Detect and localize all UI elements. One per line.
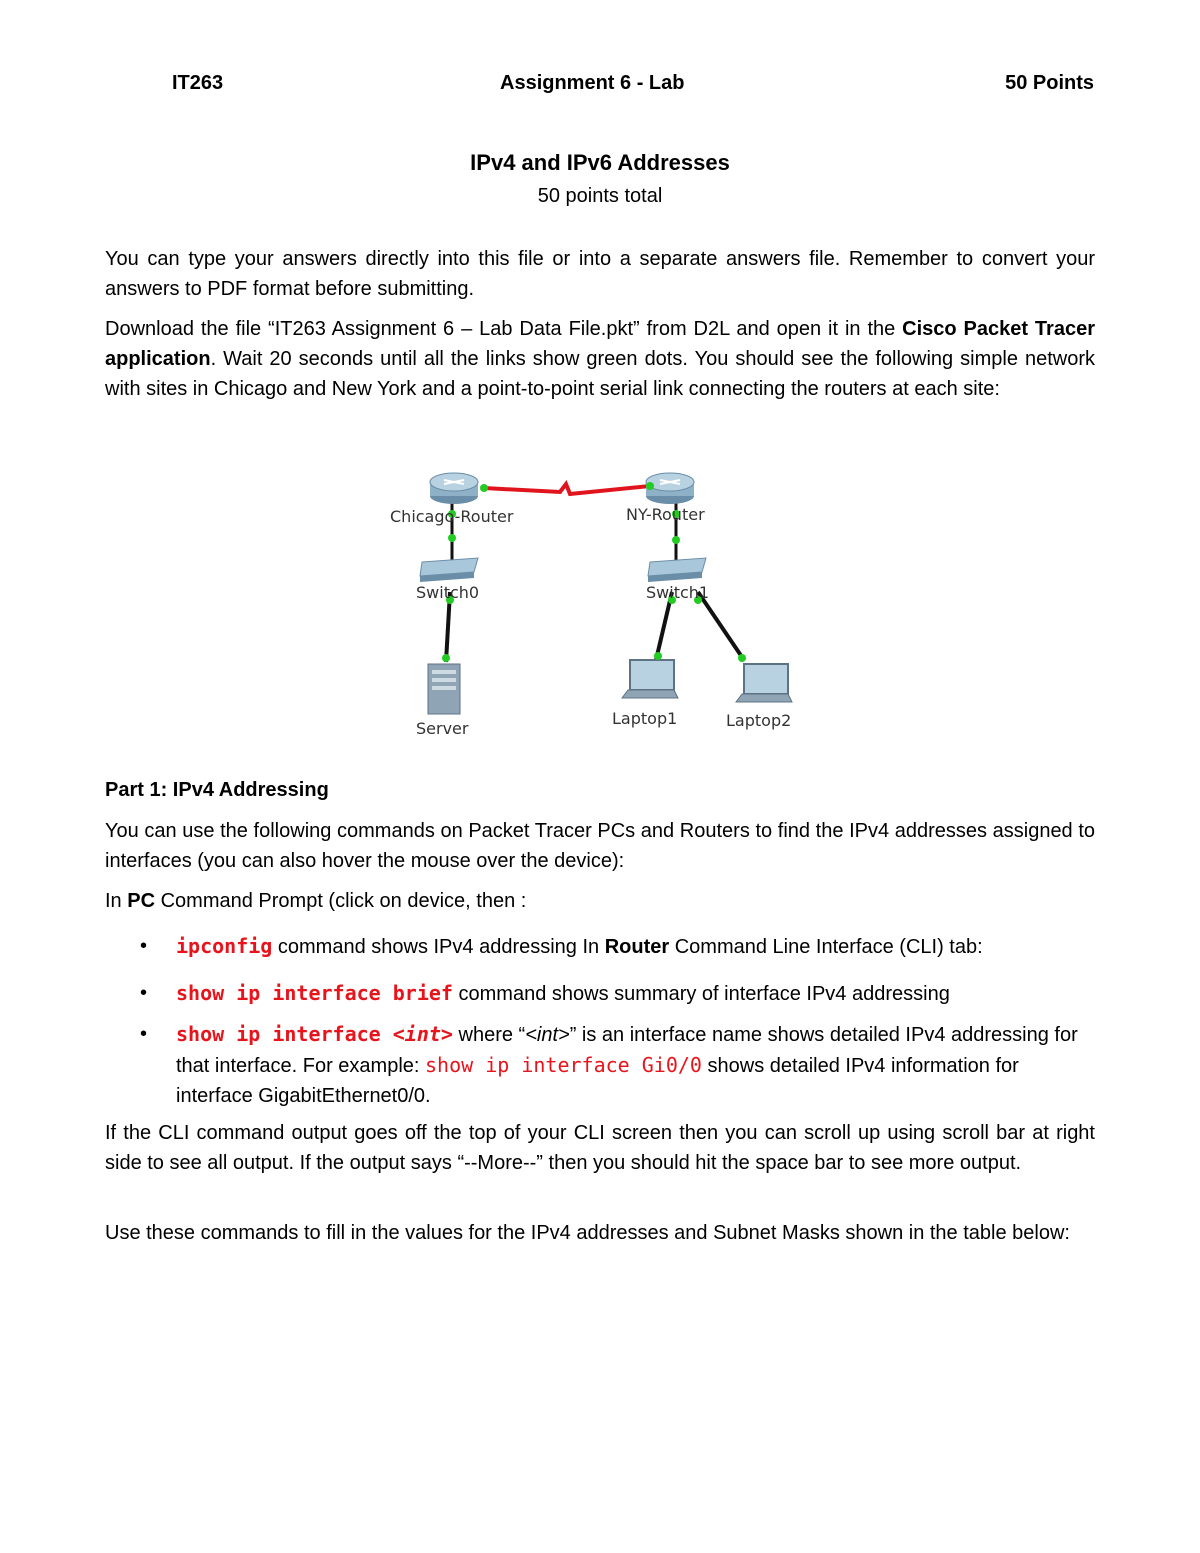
assignment-title: Assignment 6 - Lab (500, 72, 685, 94)
example-command: show ip interface Gi0/0 (425, 1053, 702, 1077)
chicago-router-label: Chicago-Router (390, 507, 514, 526)
document-subtitle: 50 points total (537, 185, 663, 207)
part1-paragraph-2 (105, 886, 1095, 916)
ny-router-label: NY-Router (626, 505, 705, 524)
chicago-router-icon (430, 473, 478, 504)
intro-text-a: Download the file “IT263 Assignment 6 – Lab Data File.pkt” from D2L and open it in the (105, 318, 903, 340)
part1-paragraph-3: If the CLI command output goes off the top of your CLI screen then you can scroll up using scroll bar at right side to see all output. If the output says “--More--” then you should hit the space bar to see more output. (105, 1122, 1095, 1174)
switch0-icon (420, 558, 478, 582)
part1-heading: Part 1: IPv4 Addressing (105, 779, 329, 801)
bullet3-text-c: shows detailed IPv4 information for interface GigabitEthernet0/0. (176, 1055, 1019, 1107)
ipconfig-command: ipconfig (176, 934, 273, 958)
bullet3-text-a: where “ (452, 1024, 526, 1046)
part1-paragraph-1: You can use the following commands on Packet Tracer PCs and Routers to find the IPv4 addresses assigned to interfaces (you can also hover the mouse over the device): (105, 820, 1095, 872)
intro-app-name: Cisco Packet Tracer application (105, 318, 1095, 370)
laptop1-icon (622, 660, 678, 698)
list-item (140, 931, 1095, 962)
bullet-icon: • (140, 935, 148, 957)
course-code: IT263 (172, 72, 224, 94)
link-switch1-laptop2 (698, 592, 744, 660)
pc-bold: PC (127, 890, 156, 912)
list-item (140, 1019, 1095, 1111)
switch1-icon (648, 558, 706, 582)
command-list (140, 931, 1095, 1111)
bullet1-text-b: Command Line Interface (CLI) tab: (669, 936, 983, 958)
serial-link (484, 484, 650, 494)
network-diagram (380, 462, 820, 752)
switch0-label: Switch0 (416, 583, 480, 602)
bullet-icon: • (140, 982, 148, 1004)
bullet1-text-a: command shows IPv4 addressing In (272, 936, 605, 958)
laptop2-label: Laptop2 (726, 711, 792, 730)
bullet2-text: command shows summary of interface IPv4 addressing (452, 983, 950, 1005)
ny-router-icon (646, 473, 694, 504)
page-header (0, 72, 1200, 100)
server-icon (428, 664, 460, 714)
laptop2-icon (736, 664, 792, 702)
intro-paragraph-2 (105, 314, 1095, 404)
int-placeholder: <int> (392, 1022, 453, 1046)
list-item (140, 978, 1095, 1009)
intro-text-b: . Wait 20 seconds until all the links show green dots. You should see the following simple network with sites in Chicago and New York and a point-to-point serial link connecting the routers at each site: (105, 348, 1095, 400)
points-label: 50 Points (1005, 72, 1094, 94)
pc-suffix: Command Prompt (click on device, then : (155, 890, 527, 912)
document-title: IPv4 and IPv6 Addresses (470, 150, 730, 175)
bullet-icon: • (140, 1023, 148, 1045)
show-ip-int-brief-command: show ip interface brief (176, 981, 453, 1005)
part1-paragraph-4: Use these commands to fill in the values for the IPv4 addresses and Subnet Masks shown in the table below: (105, 1222, 1070, 1244)
int-italic: <int> (525, 1024, 570, 1046)
intro-paragraph-1: You can type your answers directly into this file or into a separate answers file. Remember to convert your answers to PDF format before submitting. (105, 248, 1095, 300)
server-label: Server (416, 719, 469, 738)
show-ip-int-command: show ip interface (176, 1022, 393, 1046)
switch1-label: Switch1 (646, 583, 710, 602)
laptop1-label: Laptop1 (612, 709, 678, 728)
pc-prefix: In (105, 890, 128, 912)
router-bold: Router (604, 936, 670, 958)
bullet3-text-b: ” is an interface name shows detailed IPv4 addressing for that interface. For example: (176, 1024, 1078, 1077)
